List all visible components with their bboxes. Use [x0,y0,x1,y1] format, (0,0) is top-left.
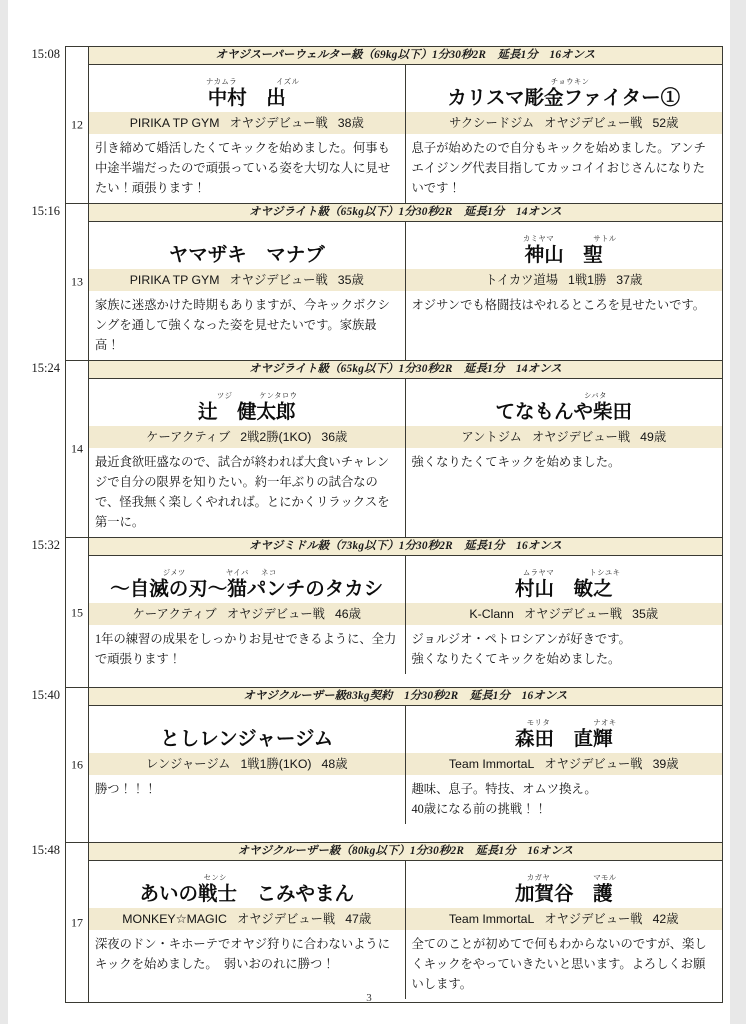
comment-line: 全てのことが初めてで何もわからないのですが、楽しくキックをやっていきたいと思います。よろしくお願いします。 [411,937,707,991]
bout-start-time: 15:48 [31,842,60,857]
bout-start-time: 15:32 [31,537,60,552]
furigana: シバタ [583,391,607,400]
fight-card-sheet [8,0,730,1024]
furigana-row [406,873,723,883]
furigana: トシユキ [589,568,621,577]
bout-number: 16 [71,757,83,772]
fighter-right [406,861,723,999]
gym-name: ケーアクティブ [132,607,217,621]
gym-name: PIRIKA TP GYM [129,116,220,130]
furigana-row [406,234,723,244]
fighter-gym-record [89,426,405,448]
fighter-age: 48歳 [321,757,348,771]
bout-content [89,361,723,538]
bout-number-cell [66,47,89,204]
fighter-gym-record [406,112,723,134]
gym-name: Team ImmortaL [448,757,535,771]
comment-line: 深夜のドン・キホーテでオヤジ狩りに合わないようにキックを始めました。 弱いおのれに勝つ！ [95,937,391,971]
weight-class-banner: オヤジスーパーウェルター級（69kg以下）1分30秒2R 延長1分 16オンス [89,47,722,65]
furigana: ナオキ [593,718,617,727]
fighter-age: 37歳 [616,273,643,287]
comment-line: 強くなりたくてキックを始めました。 [411,455,621,469]
fighter-right [406,706,723,824]
bout-table [65,46,723,1003]
bout-number-cell [66,843,89,1003]
weight-class-banner: オヤジミドル級（73kg以下）1分30秒2R 延長1分 16オンス [89,538,722,556]
table-row [66,361,723,538]
furigana: チョウキン [550,77,590,86]
comment-line: 勝つ！！！ [95,782,157,796]
bout-start-time: 15:08 [31,46,60,61]
bout-number: 12 [71,117,83,132]
fighter-age: 42歳 [652,912,679,926]
fighter-comment [89,930,405,979]
fight-record: オヤジデビュー戦 [236,912,336,926]
bout-number: 14 [71,441,83,456]
bout-content [89,204,723,361]
gym-name: K-Clann [469,607,514,621]
fighters-row [89,379,722,537]
fighter-name: あいの戦士 こみやまん [139,883,354,905]
furigana-row [89,391,405,401]
fighter-age: 46歳 [334,607,361,621]
fighter-age: 38歳 [337,116,364,130]
fight-record: オヤジデビュー戦 [229,116,328,130]
bout-number: 15 [71,605,83,619]
fighter-name-cell [406,556,723,603]
furigana-row [89,77,405,87]
fighter-age: 39歳 [652,757,679,771]
weight-class-banner: オヤジライト級（65kg以下）1分30秒2R 延長1分 14オンス [89,204,722,222]
fighter-comment [406,291,723,320]
fight-record: オヤジデビュー戦 [544,757,643,771]
bout-number: 13 [71,274,83,289]
fighter-name-cell [89,379,405,426]
fighter-gym-record [406,753,723,775]
fighters-row [89,65,722,203]
fighter-right [406,379,723,537]
bout-number-cell [66,361,89,538]
fighter-comment [89,291,405,360]
bout-number-cell [66,204,89,361]
furigana-row [89,234,405,244]
comment-line: 強くなりたくてキックを始めました。 [411,652,621,666]
comment-line: 40歳になる前の挑戦！！ [411,802,547,816]
comment-line: 趣味、息子。特技、オムツ換え。 [411,782,597,796]
fighter-name: てなもんや柴田 [495,401,632,423]
comment-line: ジョルジオ・ペトロシアンが好きです。 [411,632,631,646]
fight-record: オヤジデビュー戦 [544,116,643,130]
bout-start-time: 15:16 [31,203,60,218]
fighter-name: 加賀谷 護 [514,883,613,905]
fighters-row [89,556,722,674]
fighter-comment [406,775,723,824]
comment-line: オジサンでも格闘技はやれるところを見せたいです。 [411,298,706,312]
fighter-right [406,65,723,203]
comment-line: 家族に迷惑かけた時期もありますが、今キックボクシングを通して強くなった姿を見せたいです。家族最高！ [95,298,390,352]
weight-class-banner: オヤジクルーザー級83kg契約 1分30秒2R 延長1分 16オンス [89,688,722,706]
comment-line: 息子が始めたので自分もキックを始めました。アンチエイジング代表目指してカッコイイおじさんになりたいです！ [411,141,706,195]
bout-content [89,843,723,1003]
fighter-name: 神山 聖 [524,244,603,266]
bout-number-cell [66,538,89,688]
fight-record: 2戦2勝(1KO) [240,430,312,444]
fighter-age: 47歳 [345,912,372,926]
fighter-name: 中村 出 [207,87,286,109]
fighter-comment [406,134,723,203]
fighter-age: 49歳 [640,430,667,444]
furigana-row [89,873,405,883]
fight-record: オヤジデビュー戦 [523,607,623,621]
fighter-right [406,222,723,360]
fighters-row [89,861,722,999]
fighter-gym-record [406,908,723,930]
fighter-comment [89,775,405,804]
fighter-left [89,379,406,537]
furigana: ナカムラ [205,77,238,86]
table-row [66,843,723,1003]
fighter-left [89,556,406,674]
fighter-name: としレンジャージム [160,728,334,750]
fighter-name: 辻 健太郎 [197,401,296,423]
bout-content [89,538,723,688]
fighter-left [89,65,406,203]
furigana: ケンタロウ [259,391,298,400]
gym-name: MONKEY☆MAGIC [122,912,227,926]
fighter-comment [406,930,723,999]
fighters-row [89,222,722,360]
fighter-age: 35歳 [337,273,364,287]
furigana: サトル [593,234,617,243]
comment-line: 1年の練習の成果をしっかりお見せできるように、全力で頑張ります！ [95,632,397,666]
table-row [66,538,723,688]
furigana-row [89,568,405,578]
bout-number: 17 [71,915,83,929]
furigana: イズル [276,77,300,86]
fighter-comment [89,448,405,537]
comment-line: 引き締めて婚活したくてキックを始めました。何事も中途半端だったので頑張っている姿を大切な人に見せたい！頑張ります！ [95,141,391,195]
fighter-name-cell [89,65,405,112]
fighter-name-cell [406,379,723,426]
furigana: モリタ [526,718,551,727]
fighter-gym-record [89,908,405,930]
gym-name: サクシードジム [449,116,535,130]
furigana-row [406,77,723,87]
fight-record: 1戦1勝 [568,273,607,287]
fighter-name: 〜自滅の刃〜猫パンチのタカシ [110,578,384,600]
fighter-age: 36歳 [321,430,348,444]
furigana: ヤイバ [225,568,249,577]
fighter-name: 村山 敏之 [514,578,613,600]
furigana: カミヤマ [522,234,555,243]
fight-record: オヤジデビュー戦 [226,607,325,621]
bout-start-time: 15:24 [31,360,60,375]
fighter-name-cell [406,65,723,112]
gym-name: ケーアクティブ [146,430,231,444]
fight-record: オヤジデビュー戦 [531,430,631,444]
furigana-row [406,391,723,401]
furigana-row [89,718,405,728]
fighter-age: 35歳 [632,607,659,621]
gym-name: PIRIKA TP GYM [129,273,220,287]
bout-start-time: 15:40 [31,687,60,702]
fighter-gym-record [406,603,723,625]
gym-name: トイカツ道場 [485,273,559,287]
fighter-name-cell [406,861,723,908]
fighter-gym-record [89,753,405,775]
table-row [66,204,723,361]
furigana: ツジ [216,391,233,400]
document-page [8,0,730,1024]
fighter-comment [89,625,405,674]
furigana-row [406,568,723,578]
table-row [66,688,723,843]
furigana: ムラヤマ [522,568,555,577]
furigana: センシ [203,873,227,882]
fighter-comment [406,448,723,477]
page-number: 3 [366,992,372,1004]
furigana: マモル [593,873,617,882]
furigana: カガヤ [526,873,551,882]
fighter-gym-record [89,269,405,291]
fighter-gym-record [89,603,405,625]
fight-record: オヤジデビュー戦 [544,912,643,926]
fighter-name-cell [89,222,405,269]
fighter-name: 森田 直輝 [514,728,613,750]
weight-class-banner: オヤジライト級（65kg以下）1分30秒2R 延長1分 14オンス [89,361,722,379]
fighter-name-cell [89,861,405,908]
fighter-age: 52歳 [652,116,679,130]
fighter-name-cell [406,706,723,753]
table-row [66,47,723,204]
bout-number-cell [66,688,89,843]
fighter-name-cell [89,706,405,753]
fighter-name: ヤマザキ マナブ [168,244,325,266]
gym-name: Team ImmortaL [448,912,535,926]
fighters-row [89,706,722,824]
furigana: ネコ [261,568,277,577]
bout-content [89,688,723,843]
fighter-left [89,222,406,360]
fight-record: オヤジデビュー戦 [229,273,328,287]
fighter-right [406,556,723,674]
furigana: ジメツ [162,568,186,577]
fighter-comment [406,625,723,674]
weight-class-banner: オヤジクルーザー級（80kg以下）1分30秒2R 延長1分 16オンス [89,843,722,861]
fighter-gym-record [406,426,723,448]
gym-name: アントジム [461,430,522,444]
furigana-row [406,718,723,728]
fighter-name: カリスマ彫金ファイター① [447,87,681,109]
fighter-left [89,861,406,999]
fight-record: 1戦1勝(1KO) [240,757,312,771]
fighter-gym-record [406,269,723,291]
comment-line: 最近食欲旺盛なので、試合が終われば大食いチャレンジで自分の限界を知りたい。約一年ぶりの試合なので、怪我無く楽しくやれれば。とにかくリラックスを第一に。 [95,455,390,529]
fighter-comment [89,134,405,203]
bout-content [89,47,723,204]
fighter-gym-record [89,112,405,134]
fighter-name-cell [406,222,723,269]
fighter-left [89,706,406,824]
gym-name: レンジャージム [145,757,231,771]
fighter-name-cell [89,556,405,603]
